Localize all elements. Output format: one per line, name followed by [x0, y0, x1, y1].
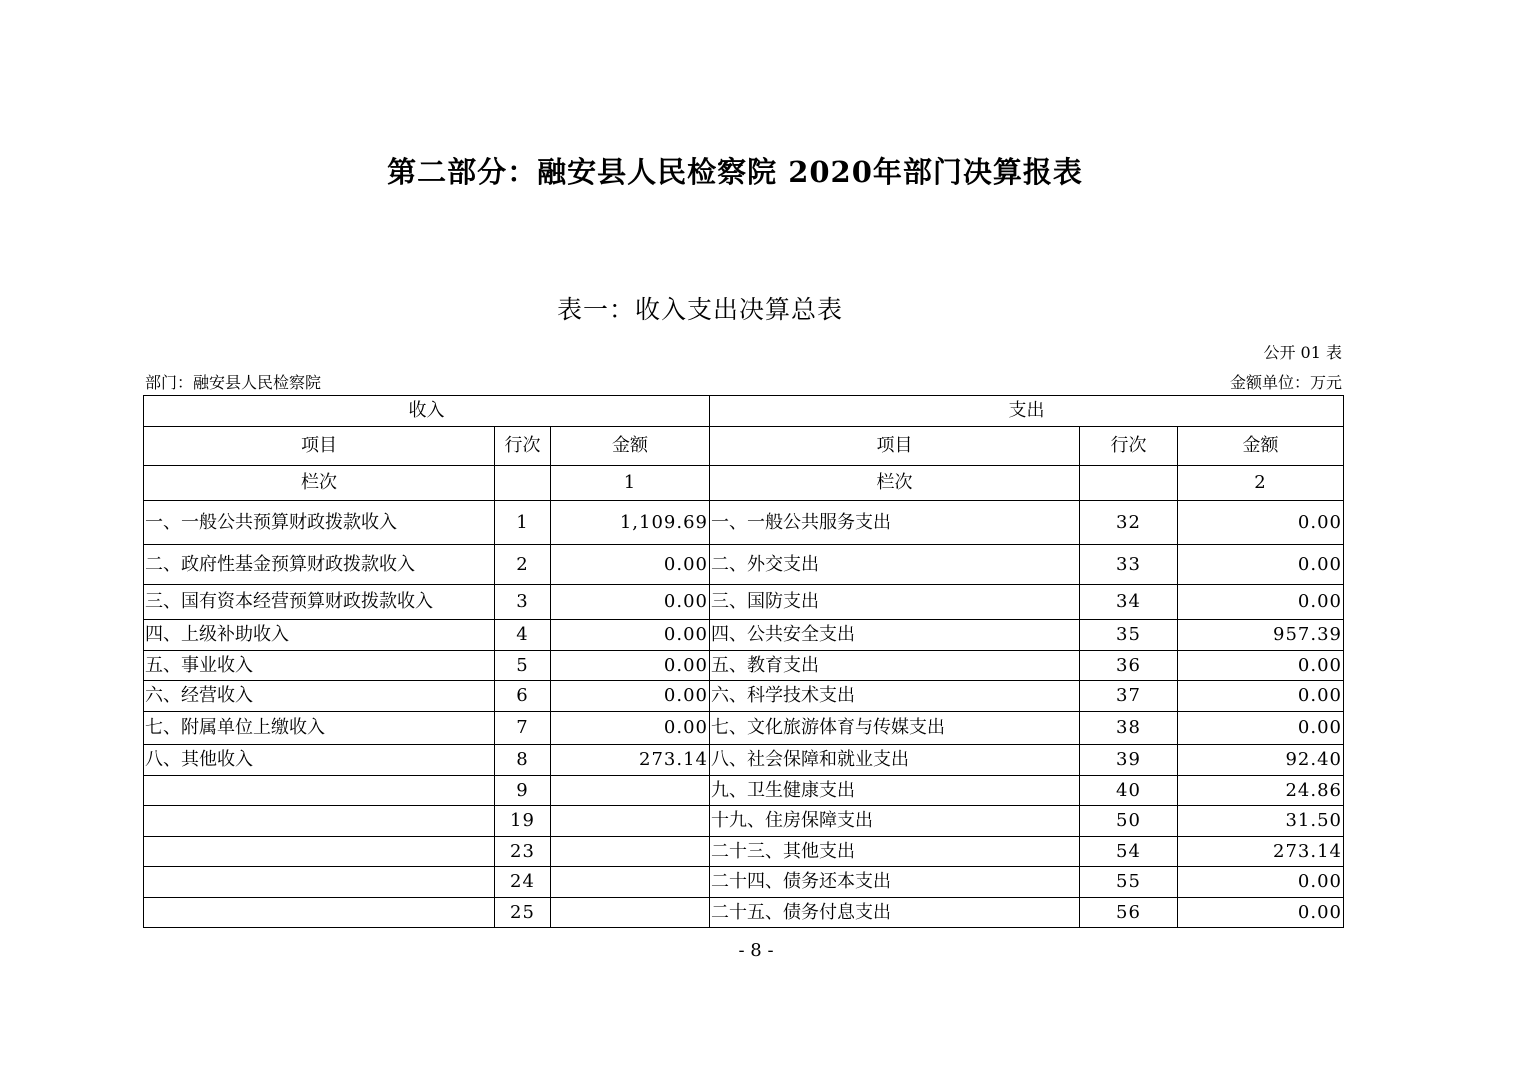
- income-row-number-cell: 24: [495, 867, 551, 898]
- column-index-label: 栏次: [710, 466, 1080, 501]
- income-row-number-cell: 2: [495, 545, 551, 585]
- income-item-cell: 二、政府性基金预算财政拨款收入: [144, 545, 495, 585]
- income-item-cell: [144, 898, 495, 928]
- page-number: - 8 -: [738, 940, 774, 961]
- income-item-cell: 四、上级补助收入: [144, 620, 495, 651]
- income-amount-cell: [551, 806, 710, 837]
- income-item-cell: 一、一般公共预算财政拨款收入: [144, 501, 495, 545]
- expense-amount-cell: 273.14: [1178, 837, 1344, 867]
- expense-item-cell: 一、一般公共服务支出: [710, 501, 1080, 545]
- table-row: [144, 898, 1344, 928]
- expense-amount-cell: 24.86: [1178, 776, 1344, 806]
- income-item-cell: 七、附属单位上缴收入: [144, 712, 495, 745]
- income-row-number-cell: 5: [495, 651, 551, 681]
- expense-amount-cell: 0.00: [1178, 545, 1344, 585]
- income-amount-cell: 0.00: [551, 585, 710, 620]
- expense-row-number-cell: 38: [1080, 712, 1178, 745]
- income-row-number-cell: 3: [495, 585, 551, 620]
- expense-item-cell: 四、公共安全支出: [710, 620, 1080, 651]
- column-index-row: [144, 466, 1344, 501]
- table-row: [144, 776, 1344, 806]
- table-row: [144, 501, 1344, 545]
- table-row: [144, 867, 1344, 898]
- expense-amount-cell: 0.00: [1178, 867, 1344, 898]
- table-row: [144, 585, 1344, 620]
- table-title: 表一：收入支出决算总表: [556, 295, 843, 324]
- table-row: [144, 837, 1344, 867]
- expense-row-number-cell: 40: [1080, 776, 1178, 806]
- expense-item-cell: 七、文化旅游体育与传媒支出: [710, 712, 1080, 745]
- income-group-header: 收入: [144, 396, 710, 427]
- income-row-number-cell: 1: [495, 501, 551, 545]
- expense-item-header: 项目: [710, 427, 1080, 466]
- expense-amount-cell: 0.00: [1178, 681, 1344, 712]
- income-row-number-cell: 23: [495, 837, 551, 867]
- expense-row-number-cell: 35: [1080, 620, 1178, 651]
- income-row-number-cell: 7: [495, 712, 551, 745]
- expense-amount-cell: 92.40: [1178, 745, 1344, 776]
- document-title: 第二部分：融安县人民检察院 2020年部门决算报表: [387, 155, 1083, 189]
- income-amount-cell: 0.00: [551, 545, 710, 585]
- expense-amount-cell: 0.00: [1178, 501, 1344, 545]
- department-label: 部门：融安县人民检察院: [145, 373, 322, 392]
- income-item-cell: 六、经营收入: [144, 681, 495, 712]
- empty-cell: [1080, 466, 1178, 501]
- income-item-cell: 八、其他收入: [144, 745, 495, 776]
- expense-item-cell: 二十五、债务付息支出: [710, 898, 1080, 928]
- expense-row-number-cell: 39: [1080, 745, 1178, 776]
- expense-amount-cell: 0.00: [1178, 651, 1344, 681]
- unit-label: 金额单位：万元: [1229, 373, 1342, 392]
- expense-item-cell: 二十三、其他支出: [710, 837, 1080, 867]
- income-item-header: 项目: [144, 427, 495, 466]
- table-row: [144, 681, 1344, 712]
- income-amount-cell: 1,109.69: [551, 501, 710, 545]
- income-expense-table: [143, 395, 1344, 928]
- expense-amount-cell: 31.50: [1178, 806, 1344, 837]
- expense-item-cell: 九、卫生健康支出: [710, 776, 1080, 806]
- expense-row-number-cell: 50: [1080, 806, 1178, 837]
- income-row-number-cell: 8: [495, 745, 551, 776]
- expense-item-cell: 二、外交支出: [710, 545, 1080, 585]
- form-number: 公开 01 表: [1263, 343, 1342, 362]
- expense-amount-header: 金额: [1178, 427, 1344, 466]
- table-row: [144, 545, 1344, 585]
- income-amount-cell: [551, 837, 710, 867]
- income-item-cell: 三、国有资本经营预算财政拨款收入: [144, 585, 495, 620]
- expense-row-number-cell: 33: [1080, 545, 1178, 585]
- income-row-number-cell: 6: [495, 681, 551, 712]
- table-row: [144, 712, 1344, 745]
- expense-item-cell: 五、教育支出: [710, 651, 1080, 681]
- expense-item-cell: 六、科学技术支出: [710, 681, 1080, 712]
- group-header-row: [144, 396, 1344, 427]
- income-row-header: 行次: [495, 427, 551, 466]
- expense-amount-cell: 957.39: [1178, 620, 1344, 651]
- income-row-number-cell: 4: [495, 620, 551, 651]
- income-item-cell: [144, 867, 495, 898]
- income-amount-cell: [551, 898, 710, 928]
- expense-amount-cell: 0.00: [1178, 712, 1344, 745]
- income-row-number-cell: 9: [495, 776, 551, 806]
- income-amount-cell: 0.00: [551, 620, 710, 651]
- expense-row-header: 行次: [1080, 427, 1178, 466]
- income-item-cell: 五、事业收入: [144, 651, 495, 681]
- income-amount-cell: 0.00: [551, 651, 710, 681]
- table-row: [144, 620, 1344, 651]
- income-column-index: 1: [551, 466, 710, 501]
- expense-row-number-cell: 34: [1080, 585, 1178, 620]
- expense-row-number-cell: 54: [1080, 837, 1178, 867]
- column-index-label: 栏次: [144, 466, 495, 501]
- expense-row-number-cell: 36: [1080, 651, 1178, 681]
- expense-row-number-cell: 37: [1080, 681, 1178, 712]
- income-item-cell: [144, 837, 495, 867]
- income-row-number-cell: 19: [495, 806, 551, 837]
- income-amount-cell: 273.14: [551, 745, 710, 776]
- expense-column-index: 2: [1178, 466, 1344, 501]
- column-header-row: [144, 427, 1344, 466]
- income-row-number-cell: 25: [495, 898, 551, 928]
- income-item-cell: [144, 806, 495, 837]
- expense-item-cell: 十九、住房保障支出: [710, 806, 1080, 837]
- expense-group-header: 支出: [710, 396, 1344, 427]
- expense-amount-cell: 0.00: [1178, 585, 1344, 620]
- table-row: [144, 745, 1344, 776]
- income-amount-cell: [551, 867, 710, 898]
- table-row: [144, 806, 1344, 837]
- income-amount-header: 金额: [551, 427, 710, 466]
- expense-item-cell: 二十四、债务还本支出: [710, 867, 1080, 898]
- income-amount-cell: 0.00: [551, 681, 710, 712]
- empty-cell: [495, 466, 551, 501]
- expense-row-number-cell: 56: [1080, 898, 1178, 928]
- expense-amount-cell: 0.00: [1178, 898, 1344, 928]
- income-item-cell: [144, 776, 495, 806]
- expense-item-cell: 三、国防支出: [710, 585, 1080, 620]
- expense-row-number-cell: 55: [1080, 867, 1178, 898]
- income-amount-cell: 0.00: [551, 712, 710, 745]
- income-amount-cell: [551, 776, 710, 806]
- table-row: [144, 651, 1344, 681]
- expense-row-number-cell: 32: [1080, 501, 1178, 545]
- expense-item-cell: 八、社会保障和就业支出: [710, 745, 1080, 776]
